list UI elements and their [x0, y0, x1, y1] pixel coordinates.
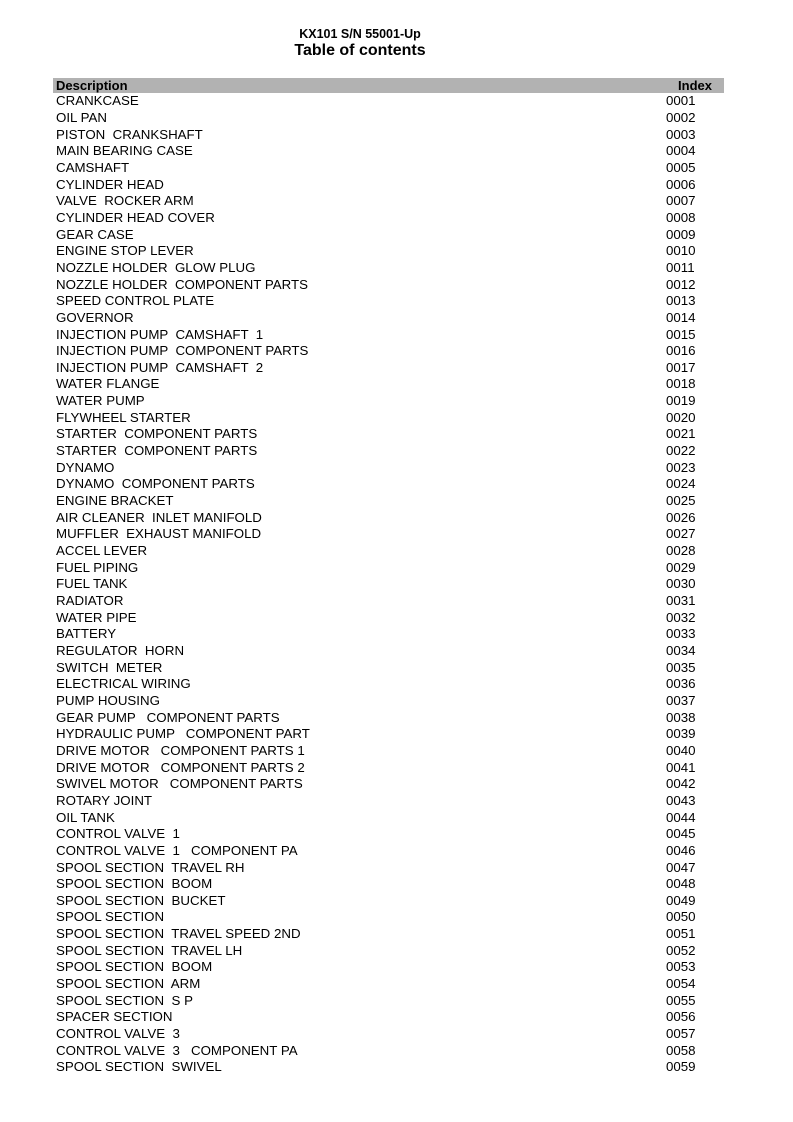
- row-description: RADIATOR: [56, 593, 124, 609]
- row-index: 0029: [666, 559, 696, 575]
- row-description: REGULATOR HORN: [56, 642, 185, 658]
- table-row[interactable]: [53, 826, 724, 843]
- row-index: 0028: [666, 543, 696, 559]
- row-index: 0058: [666, 1042, 696, 1058]
- row-index: 0004: [666, 143, 696, 159]
- table-row[interactable]: [53, 926, 724, 943]
- row-description: CONTROL VALVE 3 COMPONENT PA: [56, 1042, 298, 1058]
- column-header-index: Index: [678, 78, 712, 93]
- table-row[interactable]: [53, 193, 724, 210]
- table-row[interactable]: [53, 992, 724, 1009]
- row-index: 0006: [666, 176, 696, 192]
- row-description: ELECTRICAL WIRING: [56, 676, 191, 692]
- row-index: 0020: [666, 409, 696, 425]
- table-row[interactable]: [53, 409, 724, 426]
- table-row[interactable]: [53, 793, 724, 810]
- table-row[interactable]: [53, 393, 724, 410]
- row-index: 0011: [666, 259, 695, 275]
- row-index: 0013: [666, 293, 696, 309]
- row-index: 0005: [666, 159, 696, 175]
- table-row[interactable]: [53, 676, 724, 693]
- row-description: MAIN BEARING CASE: [56, 143, 193, 159]
- row-index: 0054: [666, 976, 696, 992]
- row-index: 0039: [666, 726, 696, 742]
- row-description: PUMP HOUSING: [56, 692, 160, 708]
- row-description: ACCEL LEVER: [56, 543, 148, 559]
- row-description: FUEL TANK: [56, 576, 128, 592]
- row-index: 0001: [666, 93, 696, 109]
- row-description: INJECTION PUMP COMPONENT PARTS: [56, 343, 309, 359]
- row-index: 0010: [666, 243, 696, 259]
- row-description: MUFFLER EXHAUST MANIFOLD: [56, 526, 262, 542]
- table-row[interactable]: [53, 176, 724, 193]
- table-header: [53, 78, 724, 93]
- row-description: GEAR PUMP COMPONENT PARTS: [56, 709, 280, 725]
- row-description: SPOOL SECTION TRAVEL LH: [56, 942, 243, 958]
- row-index: 0025: [666, 493, 696, 509]
- table-row[interactable]: [53, 426, 724, 443]
- table-row[interactable]: [53, 326, 724, 343]
- row-description: ROTARY JOINT: [56, 792, 153, 808]
- row-index: 0008: [666, 209, 696, 225]
- table-body: [53, 93, 724, 1076]
- table-row[interactable]: [53, 809, 724, 826]
- table-row[interactable]: [53, 876, 724, 893]
- row-index: 0032: [666, 609, 696, 625]
- table-row[interactable]: [53, 443, 724, 460]
- row-description: SPOOL SECTION BOOM: [56, 959, 213, 975]
- table-row[interactable]: [53, 893, 724, 910]
- row-description: CYLINDER HEAD COVER: [56, 209, 215, 225]
- table-row[interactable]: [53, 759, 724, 776]
- row-description: ENGINE BRACKET: [56, 493, 174, 509]
- row-index: 0031: [666, 593, 696, 609]
- row-description: SPOOL SECTION TRAVEL RH: [56, 859, 245, 875]
- row-description: WATER PIPE: [56, 609, 137, 625]
- table-row[interactable]: [53, 376, 724, 393]
- row-index: 0024: [666, 476, 696, 492]
- row-description: NOZZLE HOLDER COMPONENT PARTS: [56, 276, 308, 292]
- row-description: NOZZLE HOLDER GLOW PLUG: [56, 259, 256, 275]
- row-description: SPOOL SECTION TRAVEL SPEED 2ND: [56, 926, 301, 942]
- document-header: [0, 27, 720, 60]
- row-index: 0057: [666, 1026, 696, 1042]
- row-index: 0040: [666, 742, 696, 758]
- row-description: SPEED CONTROL PLATE: [56, 293, 215, 309]
- table-row[interactable]: [53, 576, 724, 593]
- row-index: 0045: [666, 826, 696, 842]
- row-description: SPOOL SECTION: [56, 909, 165, 925]
- row-index: 0017: [666, 359, 696, 375]
- row-index: 0036: [666, 676, 696, 692]
- row-description: BATTERY: [56, 626, 117, 642]
- row-description: GOVERNOR: [56, 309, 134, 325]
- row-index: 0009: [666, 226, 696, 242]
- table-row[interactable]: [53, 609, 724, 626]
- table-row[interactable]: [53, 243, 724, 260]
- row-description: FLYWHEEL STARTER: [56, 409, 191, 425]
- row-description: WATER PUMP: [56, 393, 145, 409]
- row-index: 0050: [666, 909, 696, 925]
- row-index: 0014: [666, 309, 696, 325]
- row-index: 0056: [666, 1009, 696, 1025]
- table-row[interactable]: [53, 543, 724, 560]
- table-row[interactable]: [53, 643, 724, 660]
- row-index: 0016: [666, 343, 696, 359]
- table-row[interactable]: [53, 126, 724, 143]
- table-row[interactable]: [53, 709, 724, 726]
- row-description: STARTER COMPONENT PARTS: [56, 426, 258, 442]
- row-description: GEAR CASE: [56, 226, 134, 242]
- row-index: 0043: [666, 792, 696, 808]
- table-row[interactable]: [53, 260, 724, 277]
- row-index: 0023: [666, 459, 696, 475]
- table-row[interactable]: [53, 310, 724, 327]
- row-index: 0002: [666, 109, 696, 125]
- row-description: SPOOL SECTION ARM: [56, 976, 201, 992]
- row-description: CYLINDER HEAD: [56, 176, 164, 192]
- table-row[interactable]: [53, 459, 724, 476]
- row-index: 0047: [666, 859, 696, 875]
- row-description: ENGINE STOP LEVER: [56, 243, 194, 259]
- row-description: PISTON CRANKSHAFT: [56, 126, 203, 142]
- table-row[interactable]: [53, 143, 724, 160]
- row-index: 0003: [666, 126, 696, 142]
- table-row[interactable]: [53, 726, 724, 743]
- row-description: HYDRAULIC PUMP COMPONENT PART: [56, 726, 310, 742]
- table-row[interactable]: [53, 476, 724, 493]
- row-index: 0038: [666, 709, 696, 725]
- table-of-contents: [53, 78, 724, 1076]
- table-row[interactable]: [53, 526, 724, 543]
- row-index: 0059: [666, 1059, 696, 1075]
- table-row[interactable]: [53, 276, 724, 293]
- table-row[interactable]: [53, 210, 724, 227]
- table-row[interactable]: [53, 859, 724, 876]
- row-description: CONTROL VALVE 1 COMPONENT PA: [56, 842, 298, 858]
- row-index: 0053: [666, 959, 696, 975]
- row-index: 0018: [666, 376, 696, 392]
- table-row[interactable]: [53, 1009, 724, 1026]
- row-description: CRANKCASE: [56, 93, 139, 109]
- table-row[interactable]: [53, 959, 724, 976]
- table-row[interactable]: [53, 1026, 724, 1043]
- row-description: CONTROL VALVE 1: [56, 826, 180, 842]
- row-description: DRIVE MOTOR COMPONENT PARTS 2: [56, 759, 305, 775]
- row-index: 0042: [666, 776, 696, 792]
- row-index: 0035: [666, 659, 696, 675]
- row-description: SPACER SECTION: [56, 1009, 173, 1025]
- row-description: INJECTION PUMP CAMSHAFT 1: [56, 326, 264, 342]
- table-row[interactable]: [53, 593, 724, 610]
- table-row[interactable]: [53, 493, 724, 510]
- row-index: 0046: [666, 842, 696, 858]
- table-row[interactable]: [53, 1059, 724, 1076]
- table-row[interactable]: [53, 693, 724, 710]
- table-row[interactable]: [53, 626, 724, 643]
- row-index: 0026: [666, 509, 696, 525]
- row-index: 0015: [666, 326, 696, 342]
- table-row[interactable]: [53, 843, 724, 860]
- row-index: 0021: [666, 426, 696, 442]
- table-row[interactable]: [53, 942, 724, 959]
- row-description: INJECTION PUMP CAMSHAFT 2: [56, 359, 264, 375]
- row-description: DYNAMO: [56, 459, 115, 475]
- table-row[interactable]: [53, 293, 724, 310]
- column-header-description: Description: [56, 78, 128, 93]
- row-description: CAMSHAFT: [56, 159, 130, 175]
- table-row[interactable]: [53, 226, 724, 243]
- table-row[interactable]: [53, 509, 724, 526]
- row-index: 0007: [666, 193, 696, 209]
- row-index: 0052: [666, 942, 696, 958]
- row-description: DRIVE MOTOR COMPONENT PARTS 1: [56, 742, 305, 758]
- row-description: WATER FLANGE: [56, 376, 160, 392]
- table-row[interactable]: [53, 110, 724, 127]
- row-description: SPOOL SECTION BUCKET: [56, 892, 226, 908]
- row-description: OIL PAN: [56, 109, 107, 125]
- row-index: 0030: [666, 576, 696, 592]
- row-description: SPOOL SECTION SWIVEL: [56, 1059, 222, 1075]
- row-description: SWIVEL MOTOR COMPONENT PARTS: [56, 776, 303, 792]
- table-row[interactable]: [53, 360, 724, 377]
- table-row[interactable]: [53, 976, 724, 993]
- table-row[interactable]: [53, 659, 724, 676]
- row-index: 0055: [666, 992, 696, 1008]
- table-row[interactable]: [53, 93, 724, 110]
- row-description: DYNAMO COMPONENT PARTS: [56, 476, 255, 492]
- row-description: SPOOL SECTION BOOM: [56, 876, 213, 892]
- row-description: OIL TANK: [56, 809, 115, 825]
- row-description: CONTROL VALVE 3: [56, 1026, 180, 1042]
- row-index: 0044: [666, 809, 696, 825]
- table-row[interactable]: [53, 343, 724, 360]
- row-index: 0049: [666, 892, 696, 908]
- row-index: 0027: [666, 526, 696, 542]
- row-index: 0019: [666, 393, 696, 409]
- table-row[interactable]: [53, 559, 724, 576]
- row-index: 0034: [666, 642, 696, 658]
- document-subtitle: KX101 S/N 55001-Up: [299, 27, 421, 41]
- table-row[interactable]: [53, 776, 724, 793]
- table-row[interactable]: [53, 909, 724, 926]
- row-description: VALVE ROCKER ARM: [56, 193, 194, 209]
- table-row[interactable]: [53, 743, 724, 760]
- table-row[interactable]: [53, 1042, 724, 1059]
- row-description: AIR CLEANER INLET MANIFOLD: [56, 509, 262, 525]
- row-index: 0022: [666, 443, 696, 459]
- row-index: 0033: [666, 626, 696, 642]
- row-description: SPOOL SECTION S P: [56, 992, 193, 1008]
- row-index: 0041: [666, 759, 696, 775]
- row-index: 0051: [666, 926, 696, 942]
- row-index: 0012: [666, 276, 696, 292]
- row-description: FUEL PIPING: [56, 559, 139, 575]
- row-index: 0048: [666, 876, 696, 892]
- table-row[interactable]: [53, 160, 724, 177]
- row-description: SWITCH METER: [56, 659, 163, 675]
- row-index: 0037: [666, 692, 696, 708]
- page-title: Table of contents: [294, 42, 426, 59]
- row-description: STARTER COMPONENT PARTS: [56, 443, 258, 459]
